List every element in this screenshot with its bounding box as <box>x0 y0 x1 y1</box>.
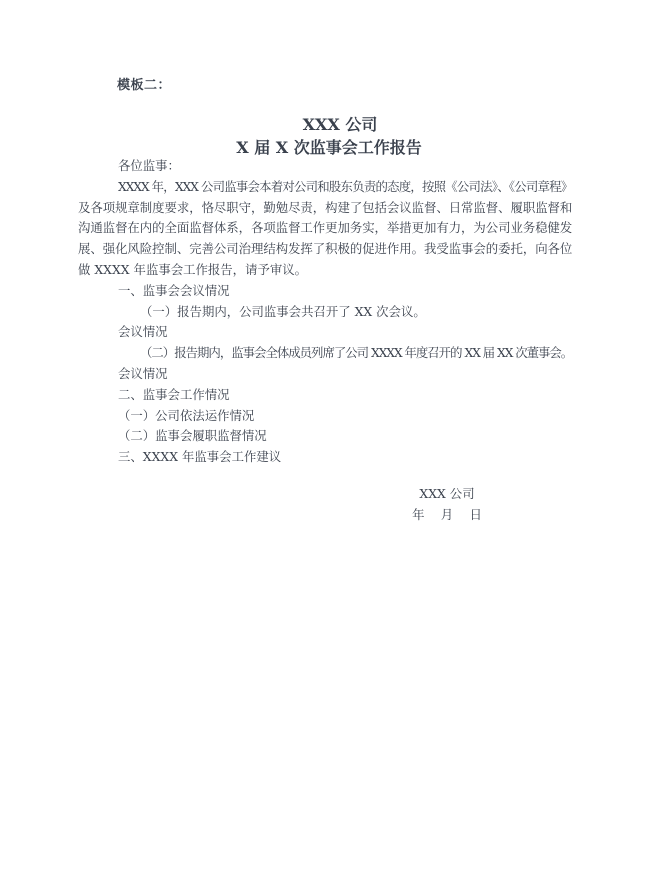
title-block <box>78 113 572 159</box>
report-title: X 届 X 次监事会工作报告 <box>236 138 422 157</box>
company-title: XXX 公司 <box>302 115 378 134</box>
signature-block <box>322 484 572 526</box>
outline-item-meeting-status: 会议情况 <box>118 324 168 340</box>
signature-date: 年 月 日 <box>412 506 482 522</box>
paragraph-line: XXXX 年，XXX 公司监事会本着对公司和股东负责的态度，按照《公司法》、《公司章程》 <box>118 178 572 194</box>
paragraph-line: 展、强化风险控制、完善公司治理结构发挥了积极的促进作用。我受监事会的委托，向各位 <box>78 241 572 257</box>
outline-item-meeting-status: 会议情况 <box>118 365 168 381</box>
outline-heading-2: 二、监事会工作情况 <box>118 386 230 402</box>
outline-item-2-2: （二）监事会履职监督情况 <box>118 428 267 444</box>
outline-item-2-1: （一）公司依法运作情况 <box>118 407 255 423</box>
salutation: 各位监事： <box>118 158 180 173</box>
paragraph-line: 沟通监督在内的全面监督体系，各项监督工作更加务实，举措更加有力，为公司业务稳健发 <box>78 220 572 236</box>
report-body <box>78 156 572 468</box>
outline-item-1-1: （一）报告期内，公司监事会共召开了 XX 次会议。 <box>140 303 426 319</box>
paragraph-line: 及各项规章制度要求，恪尽职守，勤勉尽责，构建了包括会议监督、日常监督、履职监督和 <box>78 199 572 215</box>
template-label: 模板二： <box>117 78 172 93</box>
outline-item-1-2: （二）报告期内，监事会全体成员列席了公司 XXXX 年度召开的 XX 届 XX 次董事会。 <box>140 345 572 361</box>
outline-heading-1: 一、监事会会议情况 <box>118 282 230 298</box>
outline-heading-3: 三、XXXX 年监事会工作建议 <box>118 449 282 465</box>
signature-company: XXX 公司 <box>419 485 475 501</box>
paragraph-line: 做 XXXX 年监事会工作报告，请予审议。 <box>78 261 308 277</box>
